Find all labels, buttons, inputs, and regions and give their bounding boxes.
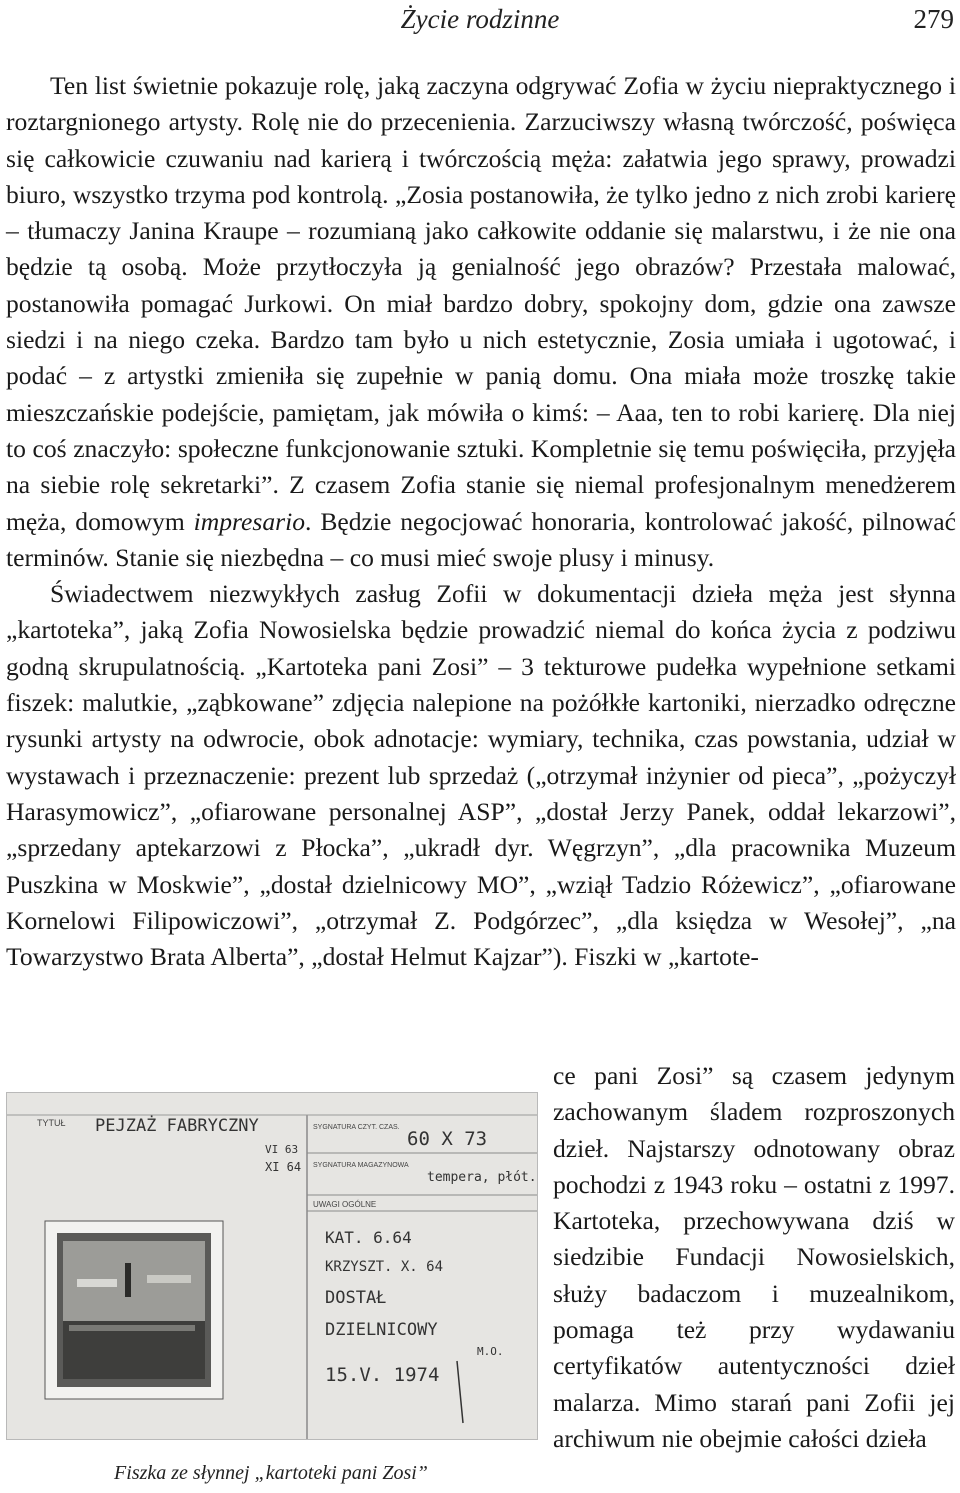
running-header-title: Życie rodzinne	[400, 4, 560, 34]
card-note-1: KAT. 6.64	[325, 1228, 412, 1247]
card-note-5: M.O.	[477, 1345, 504, 1358]
paragraph-1	[6, 68, 956, 576]
card-handwritten-title: PEJZAŻ FABRYCZNY	[95, 1116, 259, 1136]
card-note-6: 15.V. 1974	[325, 1364, 440, 1386]
painting-shape-1	[77, 1279, 117, 1287]
painting-shape-4	[69, 1325, 195, 1331]
card-field-2: SYGNATURA MAGAZYNOWA	[313, 1162, 409, 1169]
page-number: 279	[913, 4, 954, 34]
painting-shape-3	[147, 1275, 191, 1283]
body-text	[6, 68, 956, 975]
catalog-card-figure	[6, 1092, 538, 1440]
card-date-mark-1: VI 63	[265, 1143, 299, 1156]
paragraph-1-text: Ten list świetnie pokazuje rolę, jaką zaczyna odgrywać Zofia w życiu niepraktycznego i roztargnionego artysty. Rolę nie do przecenienia. Zarzuciwszy własną twórczość, poświęca się całkowicie czuwaniu nad karierą i twórczością męża: załatwia jego sprawy, prowadzi biuro, wszystko trzyma pod kontrolą. „Zosia postanowiła, że tylko jedno z nich zrobi karierę – tłumaczy Janina Kraupe – rozumianą jako całkowite oddanie się malarstwu, i że nie ona będzie tą osobą. Może przytłoczyła ją genialność jego obrazów? Przestała malować, postanowiła pomagać Jurkowi. On miał bardzo dobry, spokojny dom, gdzie ona zawsze siedzi i na niego czeka. Bardzo tam było u nich estetycznie, Zosia umiała i ugotować, i podać – z artystki zmieniła się zupełnie w panią domu. Ona miała może troszkę takie mieszczańskie podejście, pamiętam, jak mówiła o kimś: – Aaa, ten to robi karierę. Dla niej to coś znaczyło: społeczne funkcjonowanie sztuki. Kompletnie się temu poświęciła, przyjęła na siebie rolę sekretarki”. Z czasem Zofia stanie się niemal profesjonalnym menedżerem męża, domowym	[6, 71, 956, 536]
card-field-3: UWAGI OGÓLNE	[313, 1200, 377, 1209]
card-date-mark-2: XI 64	[265, 1160, 302, 1174]
figure-caption: Fiszka ze słynnej „kartoteki pani Zosi”	[114, 1462, 428, 1484]
card-value-1: 60 X 73	[407, 1128, 488, 1150]
paragraph-2-text: Świadectwem niezwykłych zasług Zofii w dokumentacji dzieła męża jest słynna „kartoteka”, jaką Zofia Nowosielska będzie prowadzić niemal do końca życia z podziwu godną skrupulatnością. „Kartoteka pani Zosi” – 3 tekturowe pudełka wypełnione setkami fiszek: malutkie, „ząbkowane” zdjęcia nalepione na pożółkłe kartoniki, nierzadko odręczne rysunki artysty na odwrocie, obok adnotacje: wymiary, technika, czas powstania, udział w wystawach i przeznaczenie: prezent lub sprzedaż („otrzymał inżynier od pieca”, „pożyczył Harasymowicz”, „ofiarowane personalnej ASP”, „dostał Jerzy Panek, oddał lekarzowi”, „sprzedany aptekarzowi z Płocka”, „ukradł dyr. Węgrzyn”, „dla pracownika Muzeum Puszkina w Moskwie”, „dostał dzielnicowy MO”, „wziął Tadzio Różewicz”, „ofiarowane Kornelowi Filipowiczowi”, „otrzymał Z. Podgórzec”, „dla księdza w Wesołej”, „na Towarzystwo Brata Alberta”, „dostał Helmut Kajzar”). Fiszki w „kartote-	[6, 579, 956, 972]
card-value-2: tempera, płót.	[427, 1170, 537, 1185]
catalog-card-illustration	[7, 1093, 537, 1439]
card-note-2: KRZYSZT. X. 64	[325, 1259, 444, 1275]
italic-term: impresario	[193, 506, 306, 536]
card-label-title: TYTUŁ	[37, 1118, 66, 1128]
painting-shape-2	[125, 1263, 131, 1297]
paragraph-2-continuation: ce pani Zosi” są czasem jedynym zachowanym śladem rozproszonych dzieł. Najstarszy odnotowany obraz pochodzi z 1943 roku – ostatni z 1997. Kartoteka, przechowywana dziś w siedzibie Fundacji Nowosielskich, służy badaczom i muzealnikom, pomaga też przy wydawaniu certyfikatów autentyczności dzieł malarza. Mimo starań pani Zofii jej archiwum nie obejmie całości dzieła	[553, 1061, 955, 1453]
card-field-1: SYGNATURA CZYT. CZAS.	[313, 1124, 400, 1131]
paragraph-2	[6, 576, 956, 975]
running-header	[0, 4, 960, 38]
paragraph-1-end: . Będzie negocjować honoraria, kontrolować jakość, pilnować terminów. Stanie się niezbędna – co musi mieć swoje plusy i minusy.	[6, 506, 956, 572]
card-note-3: DOSTAŁ	[325, 1288, 387, 1308]
card-note-4: DZIELNICOWY	[325, 1320, 438, 1340]
paragraph-2-wrapped-column	[553, 1058, 955, 1457]
